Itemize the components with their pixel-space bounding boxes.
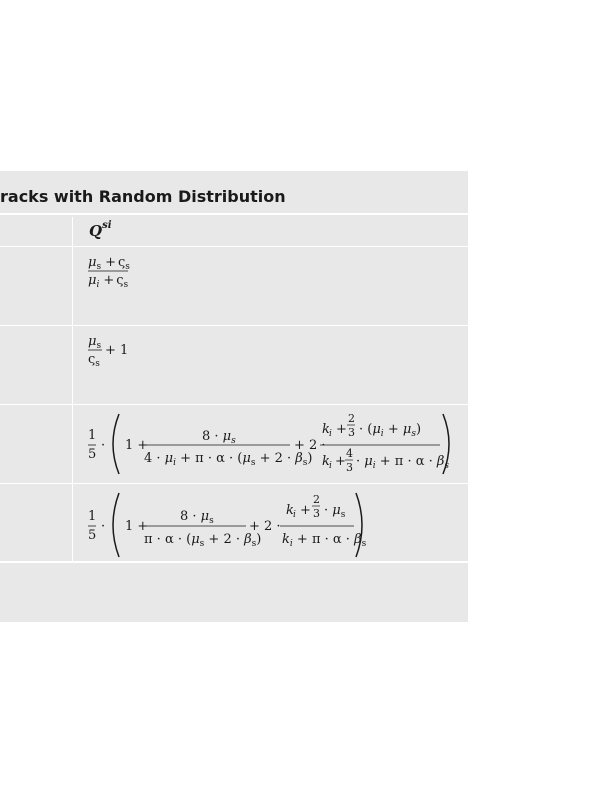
svg-text:+ 1: + 1 <box>105 343 129 358</box>
svg-text:1 +: 1 + <box>125 519 149 534</box>
svg-text:ςs: $\varsigma_s$ <box>88 352 100 369</box>
svg-text:+: + <box>335 454 346 469</box>
svg-text:k: k <box>322 454 330 469</box>
svg-text:1 +: 1 + <box>125 438 149 453</box>
formula-row-4 <box>86 487 376 559</box>
row-divider <box>0 404 468 405</box>
svg-text:8 · μs: $8 \cdot \mu_s$ <box>202 429 236 446</box>
svg-text:1: 1 <box>88 428 97 443</box>
svg-text:ki + π · α · βs: $k_i + \pi \cdot \alpha \cdot \beta_s$ <box>282 532 367 549</box>
svg-text:2: 2 <box>313 493 320 506</box>
svg-text:4 · μi + π · α · (μs + 2 · βs): $4 \cdot \mu_i + \pi \cdot \alpha \cdot (\mu_s + 2 \cdot \beta_s)$ <box>144 451 313 468</box>
svg-text:k: k <box>322 422 330 437</box>
svg-text:i: i <box>293 510 296 520</box>
table-bottom-divider <box>0 561 468 563</box>
svg-text:· (μi + μs): · $(\mu_i + \mu_s)$ <box>359 422 422 439</box>
svg-text:3: 3 <box>348 426 355 439</box>
formula-row-2 <box>86 331 146 371</box>
svg-text:8 · μs: $8 \cdot \mu_s$ <box>180 509 214 526</box>
formula-row-1 <box>86 252 146 292</box>
row-divider <box>0 325 468 326</box>
svg-text:k: k <box>286 503 294 518</box>
svg-text:i: i <box>329 461 332 471</box>
svg-text:1: 1 <box>88 509 97 524</box>
svg-text:+: + <box>336 422 347 437</box>
svg-text:5: 5 <box>88 447 97 462</box>
formula-row-3 <box>86 408 456 480</box>
column-header-q-si: $Q^{si}$ <box>89 220 112 240</box>
svg-text:3: 3 <box>313 507 320 520</box>
svg-text:5: 5 <box>88 528 97 543</box>
svg-text:4: 4 <box>346 447 353 460</box>
row-divider <box>0 246 468 247</box>
svg-text:· μs: · $\mu_s$ <box>324 503 346 520</box>
svg-text:3: 3 <box>346 461 353 474</box>
row-divider <box>0 483 468 484</box>
svg-text:+ 2 ·: + 2 · <box>249 519 281 534</box>
svg-text:+: + <box>300 503 311 518</box>
svg-text:π · α · (μs + 2 · βs): $\pi \cdot \alpha \cdot (\mu_s + 2 \cdot \beta_s)$ <box>144 532 262 549</box>
column-divider <box>72 217 73 562</box>
svg-text:μs+ςs: $\mu_s + \varsigma_s$ <box>88 255 130 272</box>
svg-text:i: i <box>329 429 332 439</box>
svg-text:μs: $\mu_s$ <box>88 334 102 351</box>
svg-text:· μi + π · α · βs: · $\mu_i + \pi \cdot \alpha \cdot \beta_s$ <box>356 454 450 471</box>
svg-text:μi+ςs: $\mu_i + \varsigma_s$ <box>88 273 129 290</box>
table-caption: racks with Random Distribution <box>0 187 286 206</box>
svg-text:+ 2 ·: + 2 · <box>294 438 326 453</box>
svg-text:·: · <box>101 519 106 534</box>
header-divider <box>0 213 468 215</box>
svg-text:·: · <box>101 438 106 453</box>
svg-text:2: 2 <box>348 412 355 425</box>
